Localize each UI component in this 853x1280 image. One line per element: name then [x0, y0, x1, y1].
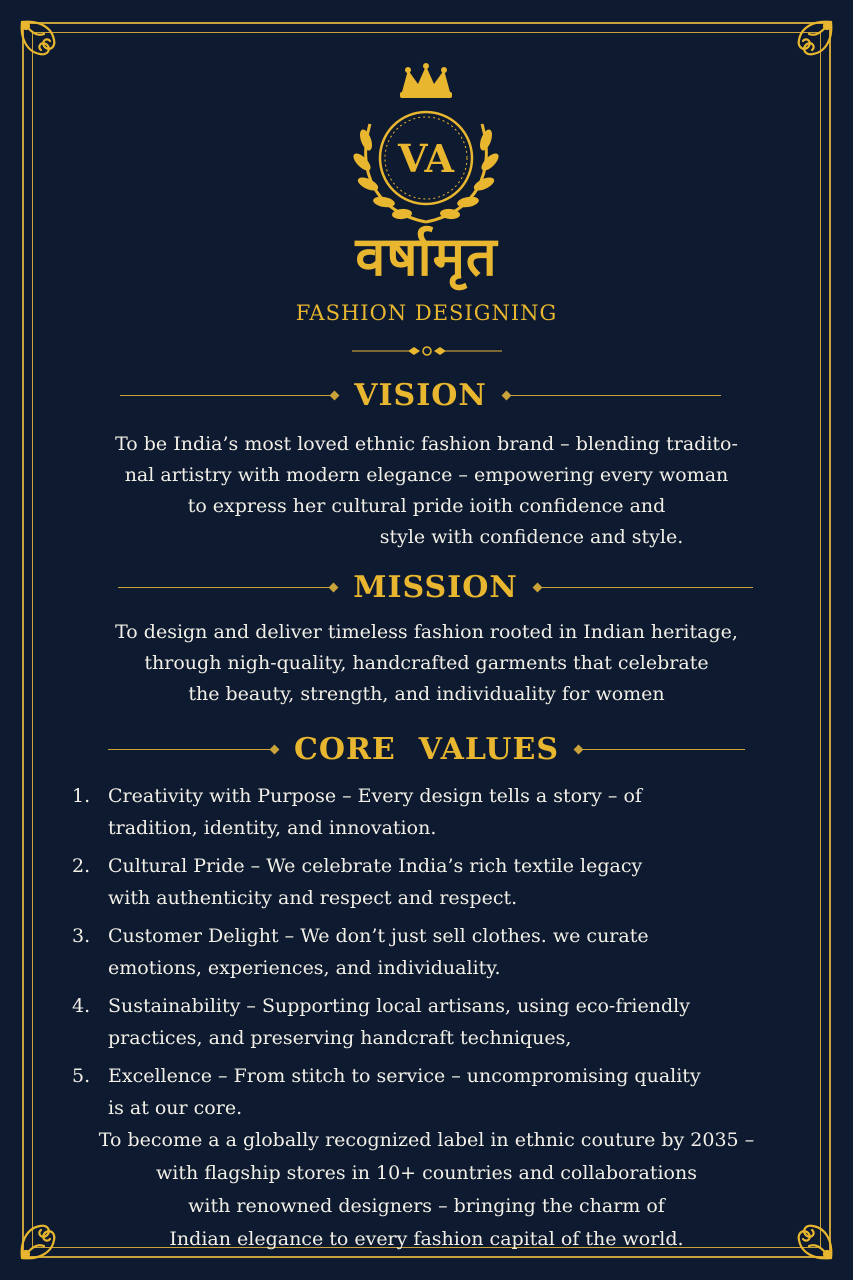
closing-statement: [40, 1124, 813, 1256]
list-item-number: 4.: [72, 995, 91, 1017]
list-item-line: with authenticity and respect and respect.: [108, 887, 518, 909]
core-values-list: [72, 780, 792, 1130]
heading-rule-left: [108, 749, 276, 750]
mission-line: To design and deliver timeless fashion rooted in Indian heritage,: [115, 621, 738, 643]
list-item-number: 3.: [72, 925, 91, 947]
closing-line: with flagship stores in 10+ countries and collaborations: [156, 1162, 697, 1184]
core-values-title: CORE VALUES: [293, 732, 560, 767]
brand-logo: [336, 62, 516, 232]
mission-text: [60, 617, 793, 710]
list-item-line: Excellence – From stitch to service – uncompromising quality: [108, 1065, 701, 1087]
list-item: [72, 920, 792, 984]
list-item-number: 1.: [72, 785, 91, 807]
list-item-line: Sustainability – Supporting local artisans, using eco-friendly: [108, 995, 690, 1017]
list-item-number: 2.: [72, 855, 91, 877]
list-item-line: emotions, experiences, and individuality.: [108, 957, 501, 979]
corner-ornament-icon: [775, 14, 839, 78]
vision-line: To be India’s most loved ethnic fashion brand – blending tradito-: [115, 433, 738, 455]
list-item-line: practices, and preserving handcraft techniques,: [108, 1027, 572, 1049]
vision-line: style with confidence and style.: [379, 526, 684, 548]
list-item-text: [108, 850, 642, 914]
vision-title: VISION: [354, 378, 487, 413]
closing-line: To become a a globally recognized label in ethnic couture by 2035 –: [98, 1129, 755, 1151]
brand-tagline: FASHION DESIGNING: [295, 301, 558, 325]
list-item-line: Creativity with Purpose – Every design tells a story – of: [108, 785, 642, 807]
heading-rule-right: [536, 587, 753, 588]
brand-name-hindi: वर्षामृत: [355, 225, 498, 288]
mission-heading: [118, 570, 753, 605]
vision-text: [60, 429, 793, 553]
ornamental-divider-icon: [352, 344, 502, 358]
list-item-text: [108, 1060, 701, 1124]
heading-rule-left: [118, 587, 335, 588]
corner-ornament-icon: [14, 14, 78, 78]
monogram: VA: [397, 136, 455, 181]
list-item-line: Cultural Pride – We celebrate India’s rich textile legacy: [108, 855, 643, 877]
list-item: [72, 780, 792, 844]
heading-rule-right: [577, 749, 745, 750]
list-item-text: [108, 990, 690, 1054]
vision-line: nal artistry with modern elegance – empowering every woman: [124, 464, 729, 486]
mission-title: MISSION: [353, 570, 518, 605]
list-item-line: is at our core.: [108, 1097, 243, 1119]
list-item-line: tradition, identity, and innovation.: [108, 817, 437, 839]
mission-line: the beauty, strength, and individuality for women: [188, 683, 665, 705]
closing-line: with renowned designers – bringing the charm of: [188, 1195, 665, 1217]
list-item-text: [108, 780, 642, 844]
list-item-number: 5.: [72, 1065, 91, 1087]
crown-icon: [400, 63, 452, 98]
mission-line: through nigh-quality, handcrafted garments that celebrate: [144, 652, 709, 674]
closing-line: Indian elegance to every fashion capital of the world.: [169, 1228, 684, 1250]
list-item: [72, 1060, 792, 1124]
list-item-text: [108, 920, 649, 984]
list-item: [72, 850, 792, 914]
heading-rule-right: [505, 395, 721, 396]
vision-heading: [120, 378, 721, 413]
core-values-heading: [108, 732, 745, 767]
heading-rule-left: [120, 395, 336, 396]
list-item: [72, 990, 792, 1054]
list-item-line: Customer Delight – We don’t just sell clothes. we curate: [108, 925, 649, 947]
vision-line: to express her cultural pride ioith confidence and: [187, 495, 666, 517]
